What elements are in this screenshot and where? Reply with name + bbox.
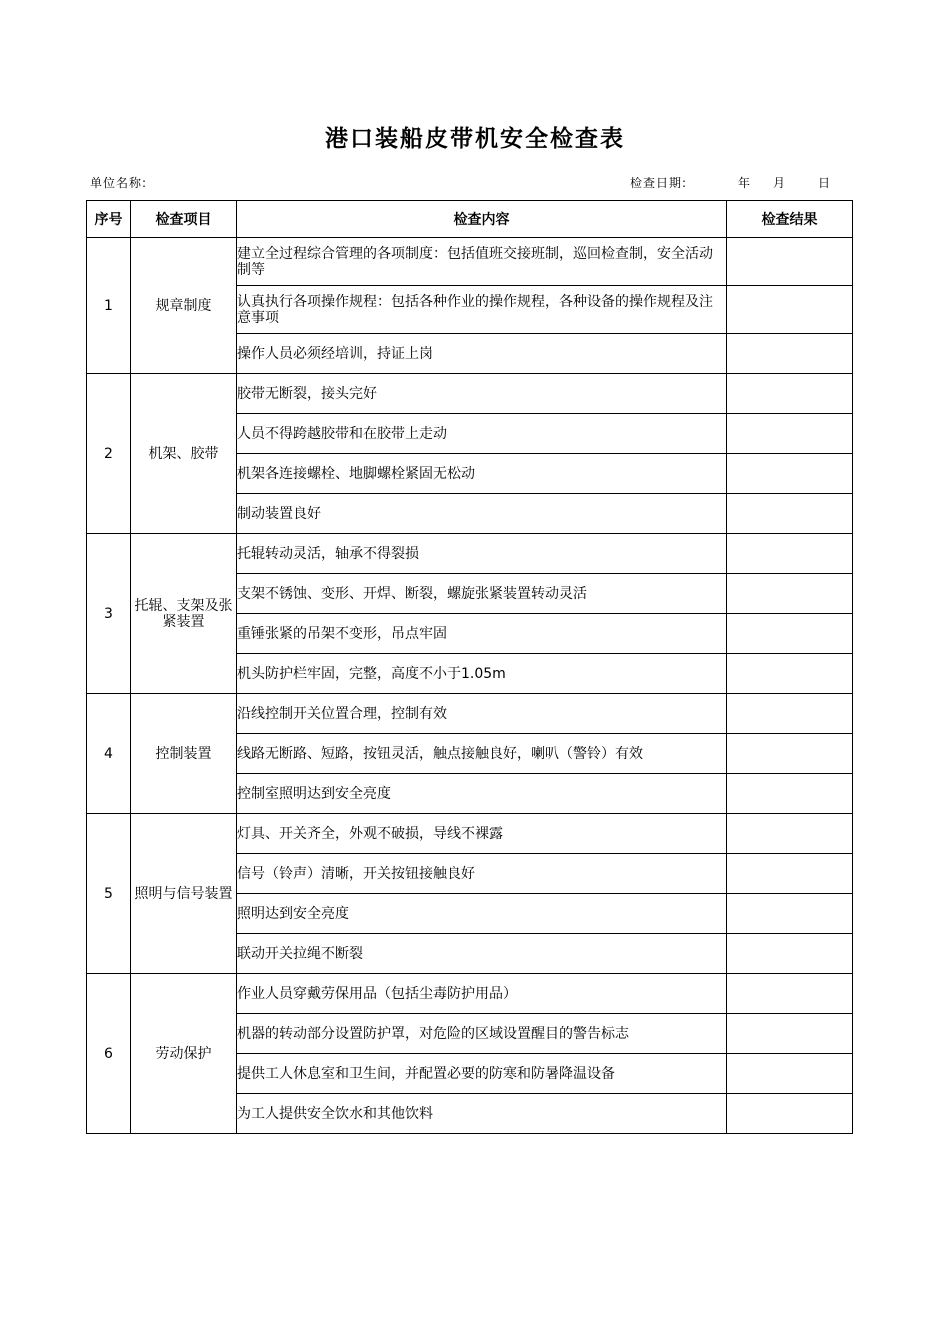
group-seq: 5 [87, 814, 131, 974]
check-content: 机架各连接螺栓、地脚螺栓紧固无松动 [237, 454, 727, 494]
check-result-cell[interactable] [727, 774, 853, 814]
table-row [87, 374, 853, 414]
check-result-cell[interactable] [727, 414, 853, 454]
inspection-date-label: 检查日期: [630, 176, 688, 190]
date-day-label: 日 [818, 176, 832, 190]
group-seq: 1 [87, 238, 131, 374]
check-content: 为工人提供安全饮水和其他饮料 [237, 1094, 727, 1134]
header-content: 检查内容 [237, 201, 727, 238]
table-row [87, 694, 853, 734]
check-content: 联动开关拉绳不断裂 [237, 934, 727, 974]
check-result-cell[interactable] [727, 374, 853, 414]
group-item: 劳动保护 [131, 974, 237, 1134]
table-row [87, 534, 853, 574]
group-seq: 4 [87, 694, 131, 814]
check-result-cell[interactable] [727, 534, 853, 574]
group-item: 规章制度 [131, 238, 237, 374]
check-content: 认真执行各项操作规程：包括各种作业的操作规程，各种设备的操作规程及注意事项 [237, 286, 727, 334]
check-content: 胶带无断裂，接头完好 [237, 374, 727, 414]
table-row [87, 974, 853, 1014]
check-result-cell[interactable] [727, 494, 853, 534]
check-content: 重锤张紧的吊架不变形，吊点牢固 [237, 614, 727, 654]
check-content: 机器的转动部分设置防护罩，对危险的区域设置醒目的警告标志 [237, 1014, 727, 1054]
check-content: 提供工人休息室和卫生间，并配置必要的防寒和防暑降温设备 [237, 1054, 727, 1094]
check-result-cell[interactable] [727, 1014, 853, 1054]
check-result-cell[interactable] [727, 654, 853, 694]
header-seq: 序号 [87, 201, 131, 238]
check-result-cell[interactable] [727, 694, 853, 734]
check-content: 沿线控制开关位置合理，控制有效 [237, 694, 727, 734]
group-seq: 3 [87, 534, 131, 694]
check-content: 制动装置良好 [237, 494, 727, 534]
check-content: 建立全过程综合管理的各项制度：包括值班交接班制，巡回检查制，安全活动制等 [237, 238, 727, 286]
group-seq: 6 [87, 974, 131, 1134]
check-content: 控制室照明达到安全亮度 [237, 774, 727, 814]
check-result-cell[interactable] [727, 934, 853, 974]
date-month-label: 月 [773, 176, 787, 190]
header-result: 检查结果 [727, 201, 853, 238]
check-content: 线路无断路、短路，按钮灵活，触点接触良好，喇叭（警铃）有效 [237, 734, 727, 774]
group-seq: 2 [87, 374, 131, 534]
group-item: 托辊、支架及张紧装置 [131, 534, 237, 694]
group-item: 控制装置 [131, 694, 237, 814]
check-content: 照明达到安全亮度 [237, 894, 727, 934]
check-content: 信号（铃声）清晰，开关按钮接触良好 [237, 854, 727, 894]
check-result-cell[interactable] [727, 974, 853, 1014]
check-result-cell[interactable] [727, 334, 853, 374]
check-content: 操作人员必须经培训，持证上岗 [237, 334, 727, 374]
check-content: 支架不锈蚀、变形、开焊、断裂，螺旋张紧装置转动灵活 [237, 574, 727, 614]
checklist-table [86, 200, 853, 1134]
check-content: 灯具、开关齐全，外观不破损，导线不裸露 [237, 814, 727, 854]
date-year-label: 年 [738, 176, 752, 190]
check-content: 托辊转动灵活，轴承不得裂损 [237, 534, 727, 574]
check-result-cell[interactable] [727, 614, 853, 654]
check-result-cell[interactable] [727, 854, 853, 894]
page-title: 港口装船皮带机安全检查表 [325, 125, 625, 152]
group-item: 照明与信号装置 [131, 814, 237, 974]
check-result-cell[interactable] [727, 574, 853, 614]
header-item: 检查项目 [131, 201, 237, 238]
check-content: 机头防护栏牢固，完整，高度不小于1.05m [237, 654, 727, 694]
unit-name-label: 单位名称: [90, 176, 148, 190]
group-item: 机架、胶带 [131, 374, 237, 534]
check-content: 人员不得跨越胶带和在胶带上走动 [237, 414, 727, 454]
check-result-cell[interactable] [727, 238, 853, 286]
check-content: 作业人员穿戴劳保用品（包括尘毒防护用品） [237, 974, 727, 1014]
check-result-cell[interactable] [727, 734, 853, 774]
table-row [87, 238, 853, 286]
check-result-cell[interactable] [727, 286, 853, 334]
check-result-cell[interactable] [727, 454, 853, 494]
check-result-cell[interactable] [727, 894, 853, 934]
check-result-cell[interactable] [727, 814, 853, 854]
table-row [87, 814, 853, 854]
check-result-cell[interactable] [727, 1054, 853, 1094]
header-row [87, 201, 853, 238]
check-result-cell[interactable] [727, 1094, 853, 1134]
